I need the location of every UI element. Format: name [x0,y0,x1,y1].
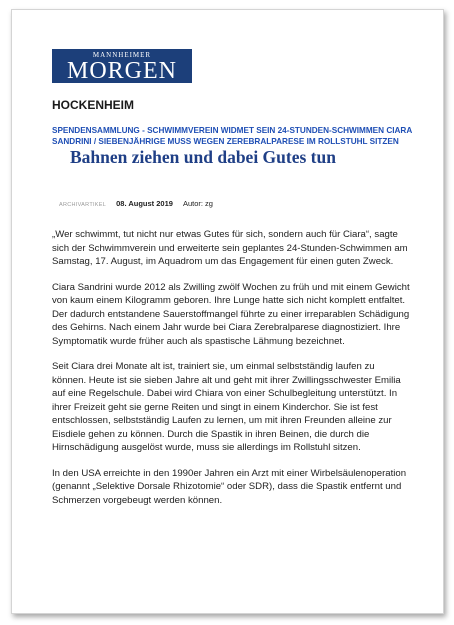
paragraph: „Wer schwimmt, tut nicht nur etwas Gutes für sich, sondern auch für Ciara“, sagte sich der Schwimmverein und erweiterte sein geplantes 24-Stunden-Schwimmen am Samstag, 17. August, im Aquadrom um das Engagement für einen guten Zweck. [52,229,408,267]
paragraph: In den USA erreichte in den 1990er Jahren ein Arzt mit einer Wirbelsäulenoperation (genannt „Selektive Dorsale Rhizotomie“ oder SDR), dass die Spastik entfernt und Schmerzen vorgebeugt werden können. [52,467,407,506]
section-title: HOCKENHEIM [52,98,135,112]
paragraph: Ciara Sandrini wurde 2012 als Zwilling zwölf Wochen zu früh und mit einem Gewicht von kaum einem Kilogramm geboren. Ihre Lunge hatte sich nicht komplett entfaltet. Der dadurch entstandene Sauerstoffmangel führte zu einer irreparablen Schädigung des Gehirns. Nach einem Jahr wurde bei Ciara Zerebralparese diagnostiziert. Ihre Symptomatik wurde früher auch als spastische Lähmung bezeichnet. [52,281,410,347]
article-page [11,9,444,614]
article-date: 08. August 2019 [116,199,173,208]
archive-label: ARCHIVARTIKEL [59,202,107,208]
article-kicker: SPENDENSAMMLUNG - SCHWIMMVEREIN WIDMET SEIN 24-STUNDEN-SCHWIMMEN CIARA SANDRINI / SIEBENJÄHRIGE MUSS WEGEN ZEREBRALPARESE IM ROLLSTUHL SITZEN [52,126,412,146]
article-headline: Bahnen ziehen und dabei Gutes tun [70,147,336,167]
article-meta [59,199,213,208]
article-body [52,228,410,519]
logo-top-text: MANNHEIMER [92,51,152,59]
logo-main-text: MORGEN [66,58,177,84]
article-author: Autor: zg [182,199,213,208]
newspaper-logo[interactable] [52,49,192,83]
paragraph: Seit Ciara drei Monate alt ist, trainiert sie, um einmal selbstständig laufen zu können. Heute ist sie sieben Jahre alt und geht mit ihrer Zwillingsschwester Emilia auf eine Regelschule. Dabei wird Chiara von einer Schulbegleitung unterstützt. In ihrer Freizeit geht sie gerne Reiten und singt in einem Kinderchor. Sie ist fest entschlossen, selbstständig Laufen zu lernen, um mit ihren Freunden alleine zur Eisdiele gehen zu können. Durch die Spastik in ihren Beinen, die durch die Hirnschädigung ausgelöst wurde, muss sie allerdings im Rollstuhl sitzen. [52,361,401,453]
